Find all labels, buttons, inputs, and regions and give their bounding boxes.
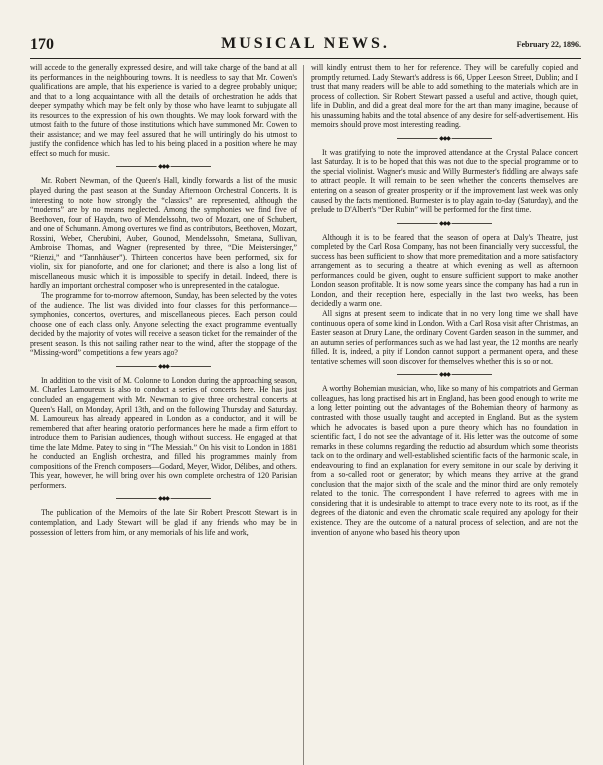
masthead-title: MUSICAL NEWS.: [221, 35, 390, 52]
paragraph: will accede to the generally expressed desire, and will take charge of the band at all its performances in the neighbouring towns. It is needless to say that Mr. Cowen's qualifications are ample, that his experience is varied to a degree probably unique; and that to a long acquaintance with all the details of orchestration he adds that deeper sympathy which may be felt only by those who have learnt to subjugate all its resources to the expression of his own thoughts. We may look forward with the utmost faith to the future of those institutions which have summoned Mr. Cowen to their assistance; and we may feel assured that he will untiringly do his utmost to justify the confidence which has led to his being placed in a position where he may effect so much for music.: [30, 63, 297, 158]
page-number: 170: [30, 36, 54, 53]
section-divider: ◆◆◆: [116, 498, 211, 500]
paragraph: Mr. Robert Newman, of the Queen's Hall, kindly forwards a list of the music played during the past season at the Sunday Afternoon Orchestral Concerts. It is interesting to note how strongly the “classics” are represented, although the “moderns” are by no means neglected. Among the symphonies we find five of Beethoven, four of Haydn, two of Mendelssohn, two of Mozart, one of Schubert, and one of Schumann. Among overtures we find as contributors, Beethoven, Mozart, Rossini, Weber, Cherubini, Auber, Gounod, Mendelssohn, Smetana, Sullivan, Ambroise Thomas, and Wagner (represented by three, “Die Meistersinger,” “Rienzi,” and “Tannhäuser”). Thirteen concertos have been performed, six for violin, six for pianoforte, and one for clarionet; and there is also a long list of miscellaneous music which it is impossible to specify in detail. Indeed, there is hardly an important orchestral composer who is unrepresented in the catalogue.: [30, 176, 297, 291]
article-columns: [30, 63, 581, 537]
issue-date: February 22, 1896.: [516, 40, 581, 49]
right-column: [311, 63, 578, 537]
section-divider: ◆◆◆: [116, 166, 211, 168]
paragraph: The programme for to-morrow afternoon, Sunday, has been selected by the votes of the audience. The list was divided into four classes for this performance—symphonies, concertos, overtures, and miscellaneous pieces. Each person could choose one of each class only. Anyone selecting the exact programme eventually decided by the majority of votes will receive a season ticket for the remainder of the present season. Is this not sailing rather near to the wind, after the stoppage of the “Missing-word” competitions a few years ago?: [30, 291, 297, 358]
column-rule: [297, 63, 311, 537]
page-header: [30, 34, 581, 59]
paragraph: In addition to the visit of M. Colonne to London during the approaching season, M. Charles Lamoureux is also to conduct a series of concerts here. He has just concluded an engagement with Mr. Newman to give three orchestral concerts at Queen's Hall, on Monday, April 13th, and on the following Thursday and Saturday. M. Lamoureux has already appeared in London as a conductor, and it will be remembered that after hearing oratorio performances here he made a firm effort to introduce them to Parisian audiences, though without success. He engaged at that time the late Mdme. Patey to sing in “The Messiah.” On his visit to London in 1881 he conducted an English orchestra, and filled his programmes mainly from compositions of the French composers—Godard, Meyer, Widor, Délibes, and others. This year, however, he will bring over his own complete orchestra of 120 Parisian performers.: [30, 375, 297, 490]
paragraph: All signs at present seem to indicate that in no very long time we shall have continuous opera of some kind in London. With a Carl Rosa visit after Christmas, an Easter season at Drury Lane, the ordinary Covent Garden season in the summer, and an autumn series of performances such as we had last year, the 12 months are nearly filled. It is, indeed, a pity if London cannot support a permanent opera, and these tentative schemes will soon discover for themselves whether this is so or not.: [311, 309, 578, 366]
section-divider: ◆◆◆: [397, 138, 492, 140]
paragraph: It was gratifying to note the improved attendance at the Crystal Palace concert last Saturday. It is to be hoped that this was not due to the special programme or to the special violinist. Wagner's music and Willy Burmester's fiddling are always safe to attract people. It will remain to be seen whether the concerts themselves are entering on a season of greater prosperity or if the improvement last week was only caused by the facts mentioned. Burmester is to play again to-day (Saturday), and the prelude to D'Albert's “Der Rubin” will be performed for the first time.: [311, 147, 578, 215]
paragraph: The publication of the Memoirs of the late Sir Robert Prescott Stewart is in contemplation, and Lady Stewart will be glad if any friends who may be in possession of letters from him, or any memorials of his life and work,: [30, 508, 297, 537]
section-divider: ◆◆◆: [397, 374, 492, 376]
left-column: [30, 63, 297, 537]
paragraph: Although it is to be feared that the season of opera at Daly's Theatre, just completed by the Carl Rosa Company, has not been financially very successful, the success has been sufficient to show that more premeditation and a more satisfactory arrangement as to securing a theatre at which evening as well as afternoon performances could be given, ought to ensure sufficient support to make another London season profitable. It is now some years since the company has had a run in London, and their reception here, especially in the last two weeks, has been decidedly a warm one.: [311, 232, 578, 309]
section-divider: ◆◆◆: [116, 366, 211, 368]
paragraph: will kindly entrust them to her for reference. They will be carefully copied and promptly returned. Lady Stewart's address is 66, Upper Leeson Street, Dublin; and I trust that many readers will be able to add something to the materials which are in process of collection. Sir Robert Stewart passed a useful and active, though quiet, life in Dublin, and did a great deal more for the art than many imagine, because of his unassuming habits and the total absence of any desire for self-advertisement. His memoirs should prove most interesting reading.: [311, 63, 578, 130]
paragraph: A worthy Bohemian musician, who, like so many of his compatriots and German colleagues, has long practised his art in England, has been good enough to write me a long letter pointing out the advantages of the Bohemian theory of harmony as contrasted with those usually taught and accepted in England. But as the system which he advocates is based upon a pure theory which has no foundation in scientific fact, I do not see the advantage of it. His letter was the outcome of some remarks in these columns regarding the reductio ad absurdum which some theorists tack on to the ordinary and well-established scientific facts of the harmonic scale, in endeavouring to find an explanation for every semitone in our scale by deriving it from a so-called root or generator; by which means they arrive at the grand conclusion that the major sixth of the scale and the minor third are only remotely related to the tonic. The correspondent I have referred to agrees with me in considering that it is undesirable to attempt to trace every note to its root, as if the degrees of the diatonic and even the chromatic scale required any apology for their existence. They are the outcome of a natural process of selection, and are not the invention of anyone who based his theory upon: [311, 384, 578, 537]
section-divider: ◆◆◆: [397, 223, 492, 225]
